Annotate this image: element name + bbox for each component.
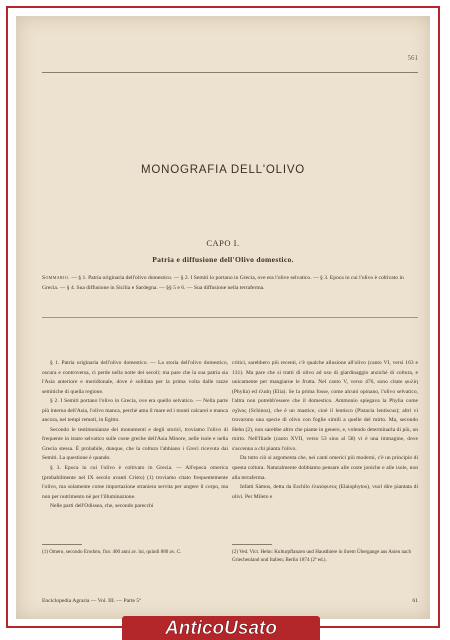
page-footer [42, 598, 418, 604]
chapter-heading: CAPO I. [206, 238, 240, 248]
footnote-text: (1) Omero, secondo Erodoto, fior. 400 anni av. lui, quindi 880 av. C. [42, 549, 182, 555]
summary-label: Sommario. [42, 275, 70, 281]
shop-logo [122, 616, 320, 640]
paragraph: Secondo le testimonianze dei monumenti e degli storici, troviamo l'olivo di frequente in istato selvatico sulle coste greche dell'Asia Minore, nelle isole e nella Grecia stessa. È probabile, dunque, che la coltura l'abbiano i Greci ricevuta dai Semiti. La questione è quando. [42, 426, 228, 462]
paragraph: Nelle parti dell'Odissea, che, secondo parecchi [50, 503, 154, 510]
chapter-subtitle: Patria e diffusione dell'Olivo domestico. [152, 255, 294, 264]
paragraph: Da tutto ciò si argomenta che, nei canti omerici più moderni, c'è un principio di questa coltura. Naturalmente dobbiamo pensare alle coste joniche e alle isole, non alla terraferma. [232, 455, 418, 481]
shop-logo-text: AnticoUsato [165, 618, 277, 639]
footnote-rule-right [232, 544, 272, 545]
page-title: MONOGRAFIA DELL'OLIVO [140, 164, 306, 176]
summary-text: — § 1. Patria originaria dell'olivo domestico. — § 2. I Semiti lo portano in Grecia, ove era l'olive selvatico. — § 3. Epoca in cui l'olivo è coltivato in Grecia. — § 4. Sua diffusione in Sicilia e Sardegna. — §§ 5 e 6. — Sua diffusione nella terraferma. [42, 275, 404, 291]
footnote-text: (2) Ved. Vict. Hehn: Kulturpflanzen und Hausthiere in ihrem Übergange aus Asien nach Griechenland und Italien; Berlin 1874 (2ª ed.). [232, 549, 412, 564]
paragraph: critici, sarebbero più recenti, c'è qualche allusione all'olivo (canto VI, versi 163 e 131). Ma pare che si tratti di olivo ad uso di giardinaggio anzichè di coltura, e unicamente per mangiarne le frutta. Nel canto V, verso 476, sono citate φυλίη (Phylia) ed ἐλαίη (Elia). Se la prima fosse, come alcuni opinano, l'olivo selvatico, l'altra non potrebb'essere che il domestico. Ammonio spiegava la Phylia come σχῖνος (Schinos), che è un mastice, cioè il lentisco (Pistacia lentiscus); altri vi trovarono una specie di olivo con foglie simili a quelle del mirto. Ma, secondo Hehn (2), non sarebbe altro che piante in genere, e, volendo determinarla di più, un mirto. Nell'Iliade (canto XVII, verso 53 sino al 58) vi è una immagine, dove s'accenna a chi pianta l'olivo. [232, 360, 418, 452]
section-rule [42, 317, 418, 318]
header-rule [42, 72, 418, 73]
footnote-rule-left [42, 544, 82, 545]
paragraph: § 2. I Semiti portano l'olivo in Grecia, ove era quello selvatico. — Nella parte più interna dell'Asia, l'olivo manca, perchè ama il mare ed i monti calcarei e manca ancora, nei tempi remoti, in Egitto. [42, 398, 228, 424]
paragraph: § 3. Epoca in cui l'olivo è coltivato in Grecia. — All'epoca omerica (probabilmente nel IX secolo avanti Cristo) (1) troviamo citato frequentemente l'olivo, ma solamente come importazione straniera servita per ungere il corpo, ma non per nutrimento nè per l'illuminazione. [42, 465, 228, 500]
paragraph: Infatti Sàmos, detta da Eschilo ἐλαιόφυτος (Elaiophytos), vuol dire piantata di ulivi. Per Mileto e [232, 484, 418, 500]
left-column [42, 359, 228, 512]
chapter-summary [42, 274, 418, 293]
right-column [232, 359, 418, 502]
footnote-left [42, 548, 228, 556]
paragraph: § 1. Patria originaria dell'olivo domestico. — La storia dell'olivo domestico, oscura e controversa, ci perde nella notte dei secoli; ma pare che la sua patria sia l'Asia anteriore e meridionale, dove è solidata per la prima volta dalle razze semitiche di quella regione. [42, 360, 228, 395]
footer-source: Enciclopedia Agraria — Vol. III. — Parte 5ª [42, 598, 141, 604]
listing-frame [6, 6, 440, 628]
page-number: 561 [407, 54, 418, 62]
shop-logo-banner [122, 616, 320, 640]
book-page [16, 16, 430, 619]
footnote-right [232, 548, 418, 564]
footer-page: 61 [412, 598, 418, 604]
